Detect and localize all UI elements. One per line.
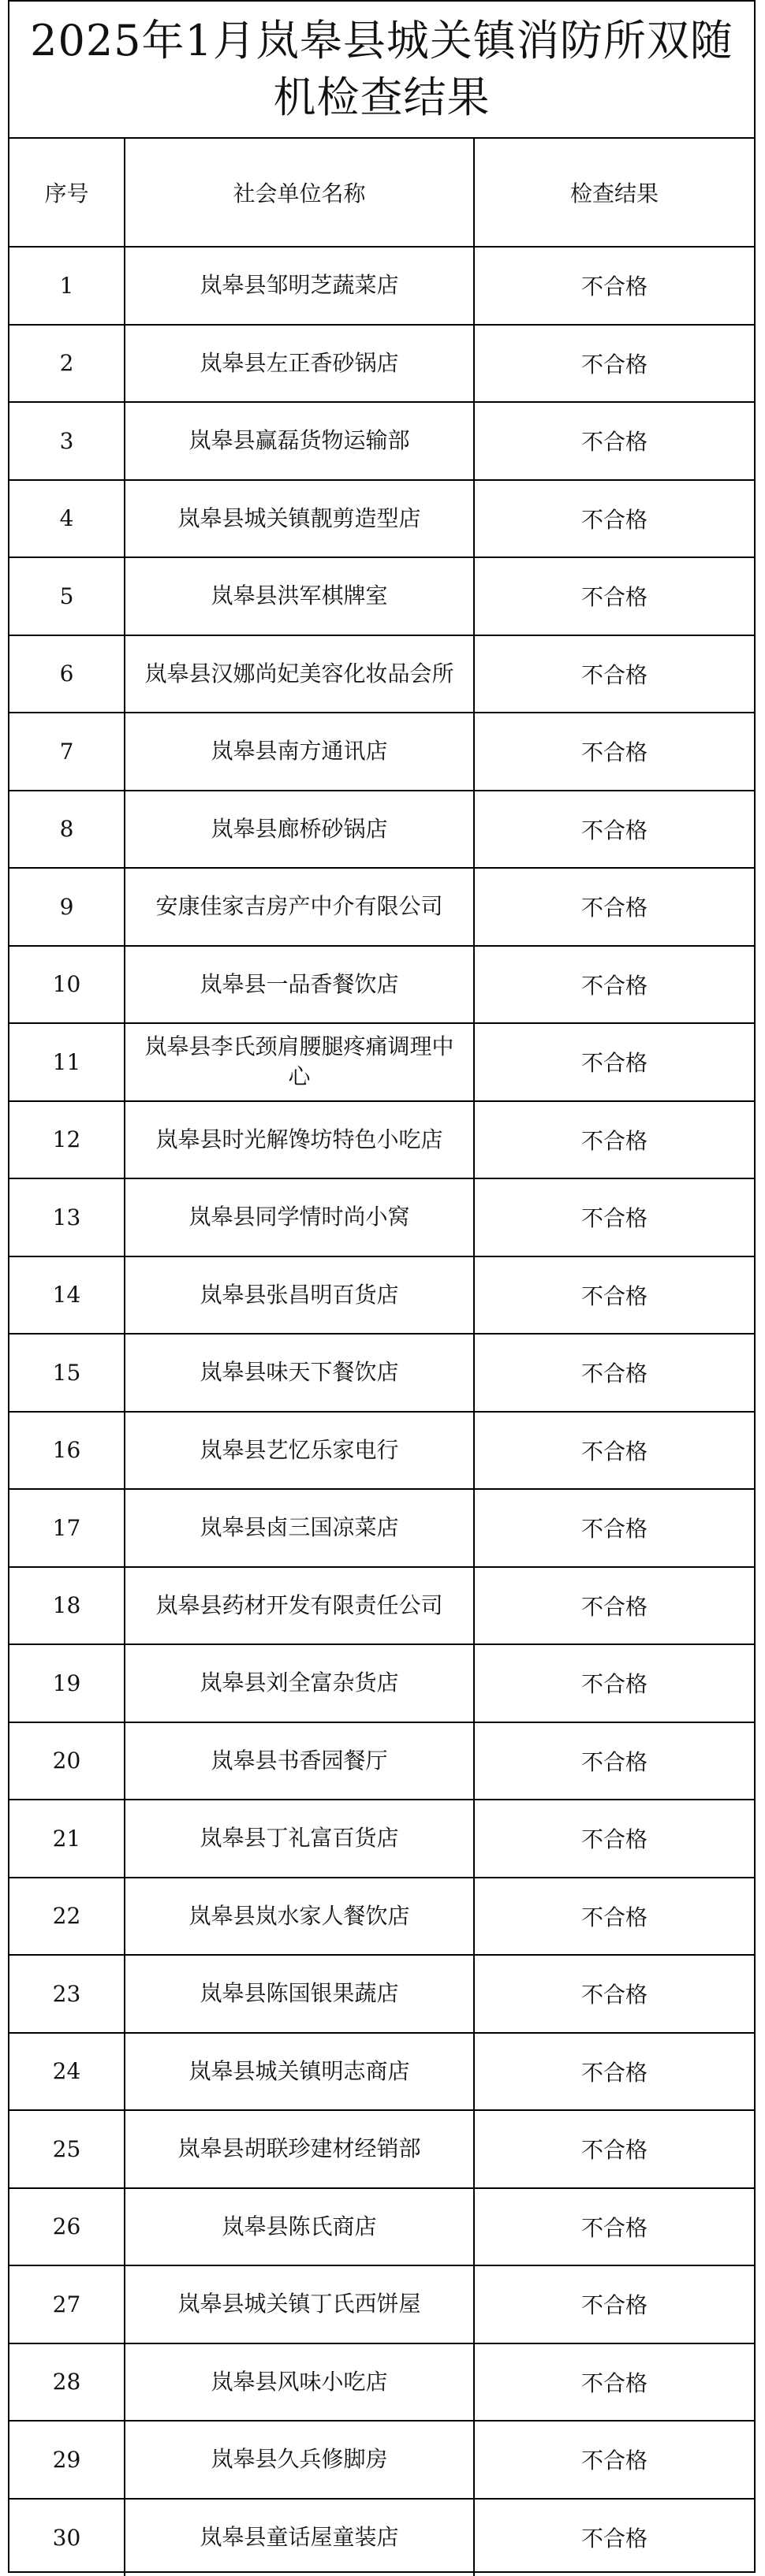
row-result-cell: 不合格 bbox=[474, 1800, 754, 1878]
row-index-cell: 30 bbox=[9, 2499, 125, 2576]
table-row bbox=[9, 2033, 754, 2111]
row-unit-name-cell: 岚皋县胡联珍建材经销部 bbox=[125, 2110, 474, 2188]
row-result-cell: 不合格 bbox=[474, 946, 754, 1024]
row-unit-name-cell: 岚皋县陈国银果蔬店 bbox=[125, 1955, 474, 2033]
table-row bbox=[9, 1644, 754, 1722]
row-index-cell: 6 bbox=[9, 635, 125, 713]
row-unit-name-cell: 岚皋县艺忆乐家电行 bbox=[125, 1412, 474, 1490]
row-index-cell: 3 bbox=[9, 402, 125, 480]
row-index-cell: 20 bbox=[9, 1722, 125, 1800]
row-result-cell: 不合格 bbox=[474, 480, 754, 558]
row-index-cell: 17 bbox=[9, 1489, 125, 1567]
row-unit-name-cell: 岚皋县城关镇丁氏西饼屋 bbox=[125, 2265, 474, 2343]
row-result-cell: 不合格 bbox=[474, 2265, 754, 2343]
row-result-cell: 不合格 bbox=[474, 2421, 754, 2499]
row-index-cell: 14 bbox=[9, 1256, 125, 1335]
row-unit-name-cell: 岚皋县陈氏商店 bbox=[125, 2188, 474, 2266]
row-result-cell: 不合格 bbox=[474, 1178, 754, 1256]
table-row bbox=[9, 1489, 754, 1567]
row-result-cell: 不合格 bbox=[474, 2033, 754, 2111]
row-index-cell: 24 bbox=[9, 2033, 125, 2111]
row-result-cell: 不合格 bbox=[474, 247, 754, 325]
row-result-cell: 不合格 bbox=[474, 1412, 754, 1490]
results-table bbox=[9, 139, 754, 2576]
row-index-cell: 28 bbox=[9, 2343, 125, 2422]
row-result-cell: 不合格 bbox=[474, 713, 754, 791]
table-row bbox=[9, 868, 754, 946]
table-row bbox=[9, 1412, 754, 1490]
row-result-cell: 不合格 bbox=[474, 1955, 754, 2033]
table-row bbox=[9, 946, 754, 1024]
row-index-cell: 29 bbox=[9, 2421, 125, 2499]
table-row bbox=[9, 1256, 754, 1335]
table-row bbox=[9, 1334, 754, 1412]
row-result-cell: 不合格 bbox=[474, 2188, 754, 2266]
table-row bbox=[9, 1722, 754, 1800]
table-row bbox=[9, 1878, 754, 1956]
row-unit-name-cell: 岚皋县城关镇明志商店 bbox=[125, 2033, 474, 2111]
row-result-cell: 不合格 bbox=[474, 402, 754, 480]
column-header-result: 检查结果 bbox=[474, 139, 754, 247]
table-row bbox=[9, 247, 754, 325]
row-unit-name-cell: 岚皋县张昌明百货店 bbox=[125, 1256, 474, 1335]
row-index-cell: 18 bbox=[9, 1567, 125, 1645]
table-row bbox=[9, 1567, 754, 1645]
row-result-cell: 不合格 bbox=[474, 2499, 754, 2576]
row-unit-name-cell: 岚皋县久兵修脚房 bbox=[125, 2421, 474, 2499]
column-header-unit-name: 社会单位名称 bbox=[125, 139, 474, 247]
row-unit-name-cell: 岚皋县时光解馋坊特色小吃店 bbox=[125, 1101, 474, 1179]
row-index-cell: 7 bbox=[9, 713, 125, 791]
document-title: 2025年1月岚皋县城关镇消防所双随机检查结果 bbox=[30, 16, 733, 122]
row-result-cell: 不合格 bbox=[474, 868, 754, 946]
row-unit-name-cell: 岚皋县邹明芝蔬菜店 bbox=[125, 247, 474, 325]
row-unit-name-cell: 岚皋县洪军棋牌室 bbox=[125, 557, 474, 635]
row-unit-name-cell: 岚皋县城关镇靓剪造型店 bbox=[125, 480, 474, 558]
column-header-index: 序号 bbox=[9, 139, 125, 247]
row-unit-name-cell: 岚皋县李氏颈肩腰腿疼痛调理中心 bbox=[125, 1023, 474, 1101]
table-row bbox=[9, 635, 754, 713]
table-row bbox=[9, 1023, 754, 1101]
row-result-cell: 不合格 bbox=[474, 2110, 754, 2188]
row-index-cell: 2 bbox=[9, 325, 125, 403]
table-row bbox=[9, 1101, 754, 1179]
row-result-cell: 不合格 bbox=[474, 325, 754, 403]
row-result-cell: 不合格 bbox=[474, 557, 754, 635]
table-row bbox=[9, 2421, 754, 2499]
row-result-cell: 不合格 bbox=[474, 1334, 754, 1412]
row-index-cell: 26 bbox=[9, 2188, 125, 2266]
row-unit-name-cell: 岚皋县童话屋童装店 bbox=[125, 2499, 474, 2576]
row-index-cell: 15 bbox=[9, 1334, 125, 1412]
row-index-cell: 1 bbox=[9, 247, 125, 325]
row-unit-name-cell: 岚皋县赢磊货物运输部 bbox=[125, 402, 474, 480]
row-index-cell: 25 bbox=[9, 2110, 125, 2188]
row-result-cell: 不合格 bbox=[474, 635, 754, 713]
row-unit-name-cell: 岚皋县丁礼富百货店 bbox=[125, 1800, 474, 1878]
row-index-cell: 10 bbox=[9, 946, 125, 1024]
table-row bbox=[9, 2110, 754, 2188]
row-index-cell: 5 bbox=[9, 557, 125, 635]
row-result-cell: 不合格 bbox=[474, 1489, 754, 1567]
row-unit-name-cell: 岚皋县书香园餐厅 bbox=[125, 1722, 474, 1800]
row-unit-name-cell: 岚皋县卤三国凉菜店 bbox=[125, 1489, 474, 1567]
row-unit-name-cell: 岚皋县药材开发有限责任公司 bbox=[125, 1567, 474, 1645]
row-result-cell: 不合格 bbox=[474, 1644, 754, 1722]
row-result-cell: 不合格 bbox=[474, 791, 754, 869]
row-result-cell: 不合格 bbox=[474, 1101, 754, 1179]
row-unit-name-cell: 安康佳家吉房产中介有限公司 bbox=[125, 868, 474, 946]
row-result-cell: 不合格 bbox=[474, 1722, 754, 1800]
table-row bbox=[9, 2499, 754, 2576]
row-unit-name-cell: 岚皋县廊桥砂锅店 bbox=[125, 791, 474, 869]
table-row bbox=[9, 1955, 754, 2033]
table-row bbox=[9, 480, 754, 558]
row-result-cell: 不合格 bbox=[474, 1256, 754, 1335]
row-unit-name-cell: 岚皋县同学情时尚小窝 bbox=[125, 1178, 474, 1256]
row-unit-name-cell: 岚皋县岚水家人餐饮店 bbox=[125, 1878, 474, 1956]
row-index-cell: 13 bbox=[9, 1178, 125, 1256]
table-row bbox=[9, 2343, 754, 2422]
row-index-cell: 4 bbox=[9, 480, 125, 558]
row-result-cell: 不合格 bbox=[474, 1023, 754, 1101]
row-index-cell: 21 bbox=[9, 1800, 125, 1878]
table-body bbox=[9, 247, 754, 2576]
table-row bbox=[9, 2188, 754, 2266]
table-row bbox=[9, 557, 754, 635]
table-row bbox=[9, 1800, 754, 1878]
row-result-cell: 不合格 bbox=[474, 1567, 754, 1645]
table-row bbox=[9, 402, 754, 480]
table-header-row bbox=[9, 139, 754, 247]
row-unit-name-cell: 岚皋县南方通讯店 bbox=[125, 713, 474, 791]
row-index-cell: 23 bbox=[9, 1955, 125, 2033]
table-row bbox=[9, 325, 754, 403]
document-title-cell bbox=[9, 2, 754, 139]
row-index-cell: 11 bbox=[9, 1023, 125, 1101]
table-row bbox=[9, 1178, 754, 1256]
table-row bbox=[9, 713, 754, 791]
row-index-cell: 27 bbox=[9, 2265, 125, 2343]
table-row bbox=[9, 791, 754, 869]
row-index-cell: 9 bbox=[9, 868, 125, 946]
row-unit-name-cell: 岚皋县一品香餐饮店 bbox=[125, 946, 474, 1024]
row-unit-name-cell: 岚皋县风味小吃店 bbox=[125, 2343, 474, 2422]
row-index-cell: 22 bbox=[9, 1878, 125, 1956]
row-unit-name-cell: 岚皋县味天下餐饮店 bbox=[125, 1334, 474, 1412]
row-unit-name-cell: 岚皋县左正香砂锅店 bbox=[125, 325, 474, 403]
row-result-cell: 不合格 bbox=[474, 1878, 754, 1956]
row-index-cell: 19 bbox=[9, 1644, 125, 1722]
inspection-results-sheet bbox=[8, 0, 756, 2573]
row-index-cell: 16 bbox=[9, 1412, 125, 1490]
row-index-cell: 12 bbox=[9, 1101, 125, 1179]
row-unit-name-cell: 岚皋县汉娜尚妃美容化妆品会所 bbox=[125, 635, 474, 713]
table-row bbox=[9, 2265, 754, 2343]
row-result-cell: 不合格 bbox=[474, 2343, 754, 2422]
row-index-cell: 8 bbox=[9, 791, 125, 869]
row-unit-name-cell: 岚皋县刘全富杂货店 bbox=[125, 1644, 474, 1722]
